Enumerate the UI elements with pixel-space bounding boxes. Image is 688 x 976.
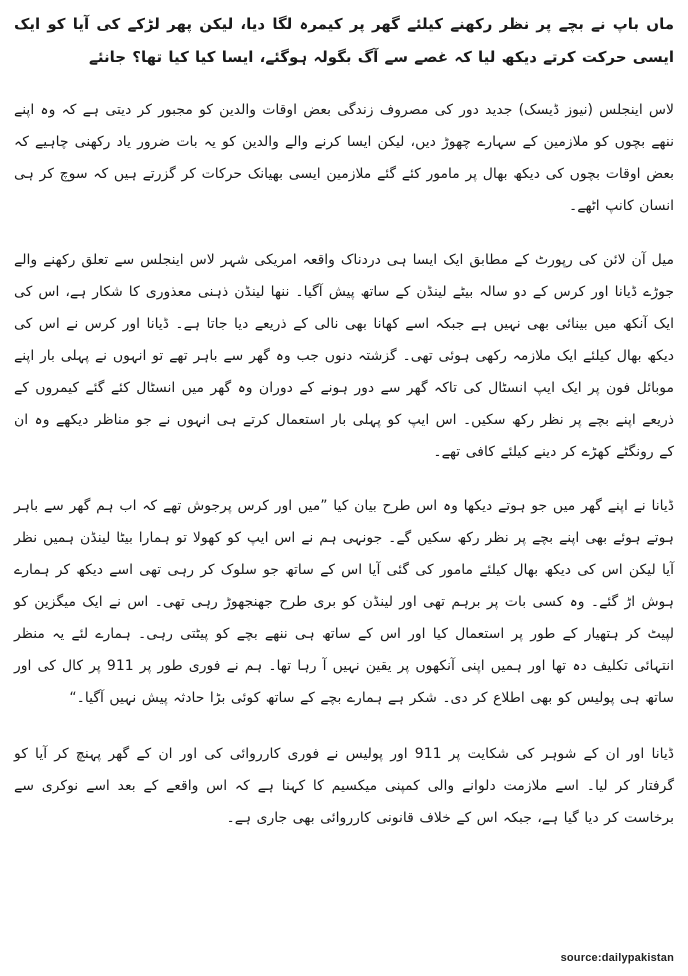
article-paragraph-report: میل آن لائن کی رپورٹ کے مطابق ایک ایسا ہی دردناک واقعہ امریکی شہر لاس اینجلس سے تعلق رکھنے والے جوڑے ڈیانا اور کرس کے دو سالہ بیٹے لینڈن کے ساتھ پیش آگیا۔ ننھا لینڈن ذہنی معذوری کا شکار ہے، اس کی ایک آنکھ میں بینائی بھی نہیں ہے جبکہ اسے کھانا بھی نالی کے ذریعے دیا جاتا ہے۔ ڈیانا اور کرس نے اس کی دیکھ بھال کیلئے ایک ملازمہ رکھی ہوئی تھی۔ گزشتہ دنوں جب وہ گھر سے باہر تھے تو انہوں نے پہلی بار اپنے موبائل فون پر ایک ایپ انسٹال کی تاکہ گھر سے دور ہونے کے دوران وہ گھر میں انسٹال کئے گئے کیمروں کے ذریعے اپنے بچے پر نظر رکھ سکیں۔ اس ایپ کو پہلی بار استعمال کرتے ہی انہوں نے جو مناظر دیکھے وہ ان کے رونگٹے کھڑے کر دینے کیلئے کافی تھے۔: [14, 252, 674, 460]
source-credit: source:dailypakistan: [560, 952, 674, 964]
article-paragraph-conclusion: ڈیانا اور ان کے شوہر کی شکایت پر 911 اور پولیس نے فوری کارروائی کی اور ان کے گھر پہنچ کر آیا کو گرفتار کر لیا۔ اسے ملازمت دلوانے والی کمپنی میکسیم کا کہنا ہے کہ اس واقعے کے بعد اسے نوکری سے برخاست کر دیا گیا ہے، جبکہ اس کے خلاف قانونی کارروائی بھی جاری ہے۔: [14, 746, 675, 826]
article-paragraph-intro: لاس اینجلس (نیوز ڈیسک) جدید دور کی مصروف زندگی بعض اوقات والدین کو مجبور کر دیتی ہے کہ وہ اپنے ننھے بچوں کو ملازمین کے سہارے چھوڑ دیں، لیکن ایسا کرنے والے والدین کو یہ بات ضرور یاد رکھنی چاہیے کہ بعض اوقات بچوں کی دیکھ بھال پر مامور کئے گئے ملازمین ایسی بھیانک حرکات کر گزرتے ہیں کہ سوچ کر ہی انسان کانپ اٹھے۔: [14, 102, 674, 214]
article-headline: ماں باپ نے بچے پر نظر رکھنے کیلئے گھر پر کیمرہ لگا دیا، لیکن پھر لڑکے کی آیا کو ایک ایسی حرکت کرتے دیکھ لیا کہ غصے سے آگ بگولہ ہوگئے، ایسا کیا کیا تھا؟ جانئے: [14, 15, 674, 66]
article-paragraph-quote: ڈیانا نے اپنے گھر میں جو ہوتے دیکھا وہ اس طرح بیان کیا ”میں اور کرس پرجوش تھے کہ اب ہم گھر سے باہر ہوتے ہوئے بھی اپنے بچے پر نظر رکھ سکیں گے۔ جونہی ہم نے اس ایپ کو کھولا تو ہمارا بیٹا لینڈن ہمیں نظر آیا لیکن اس کی دیکھ بھال کیلئے مامور کی گئی آیا اس کے ساتھ جو سلوک کر رہی تھی اسے دیکھ کر ہمارے ہوش اڑ گئے۔ وہ کسی بات پر برہم تھی اور لینڈن کو بری طرح جھنجھوڑ رہی تھی۔ اس نے ایک میگزین کو لپیٹ کر ہتھیار کے طور پر استعمال کیا اور اس کے ساتھ ہی ننھے بچے کو پیٹتی رہی۔ ہمارے لئے یہ منظر انتہائی تکلیف دہ تھا اور ہمیں اپنی آنکھوں پر یقین نہیں آ رہا تھا۔ ہم نے فوری طور پر 911 پر کال کی اور ساتھ ہی پولیس کو بھی اطلاع کر دی۔ شکر ہے ہمارے بچے کے ساتھ کوئی بڑا حادثہ پیش نہیں آگیا۔“: [14, 498, 674, 706]
article-body: [14, 8, 674, 834]
